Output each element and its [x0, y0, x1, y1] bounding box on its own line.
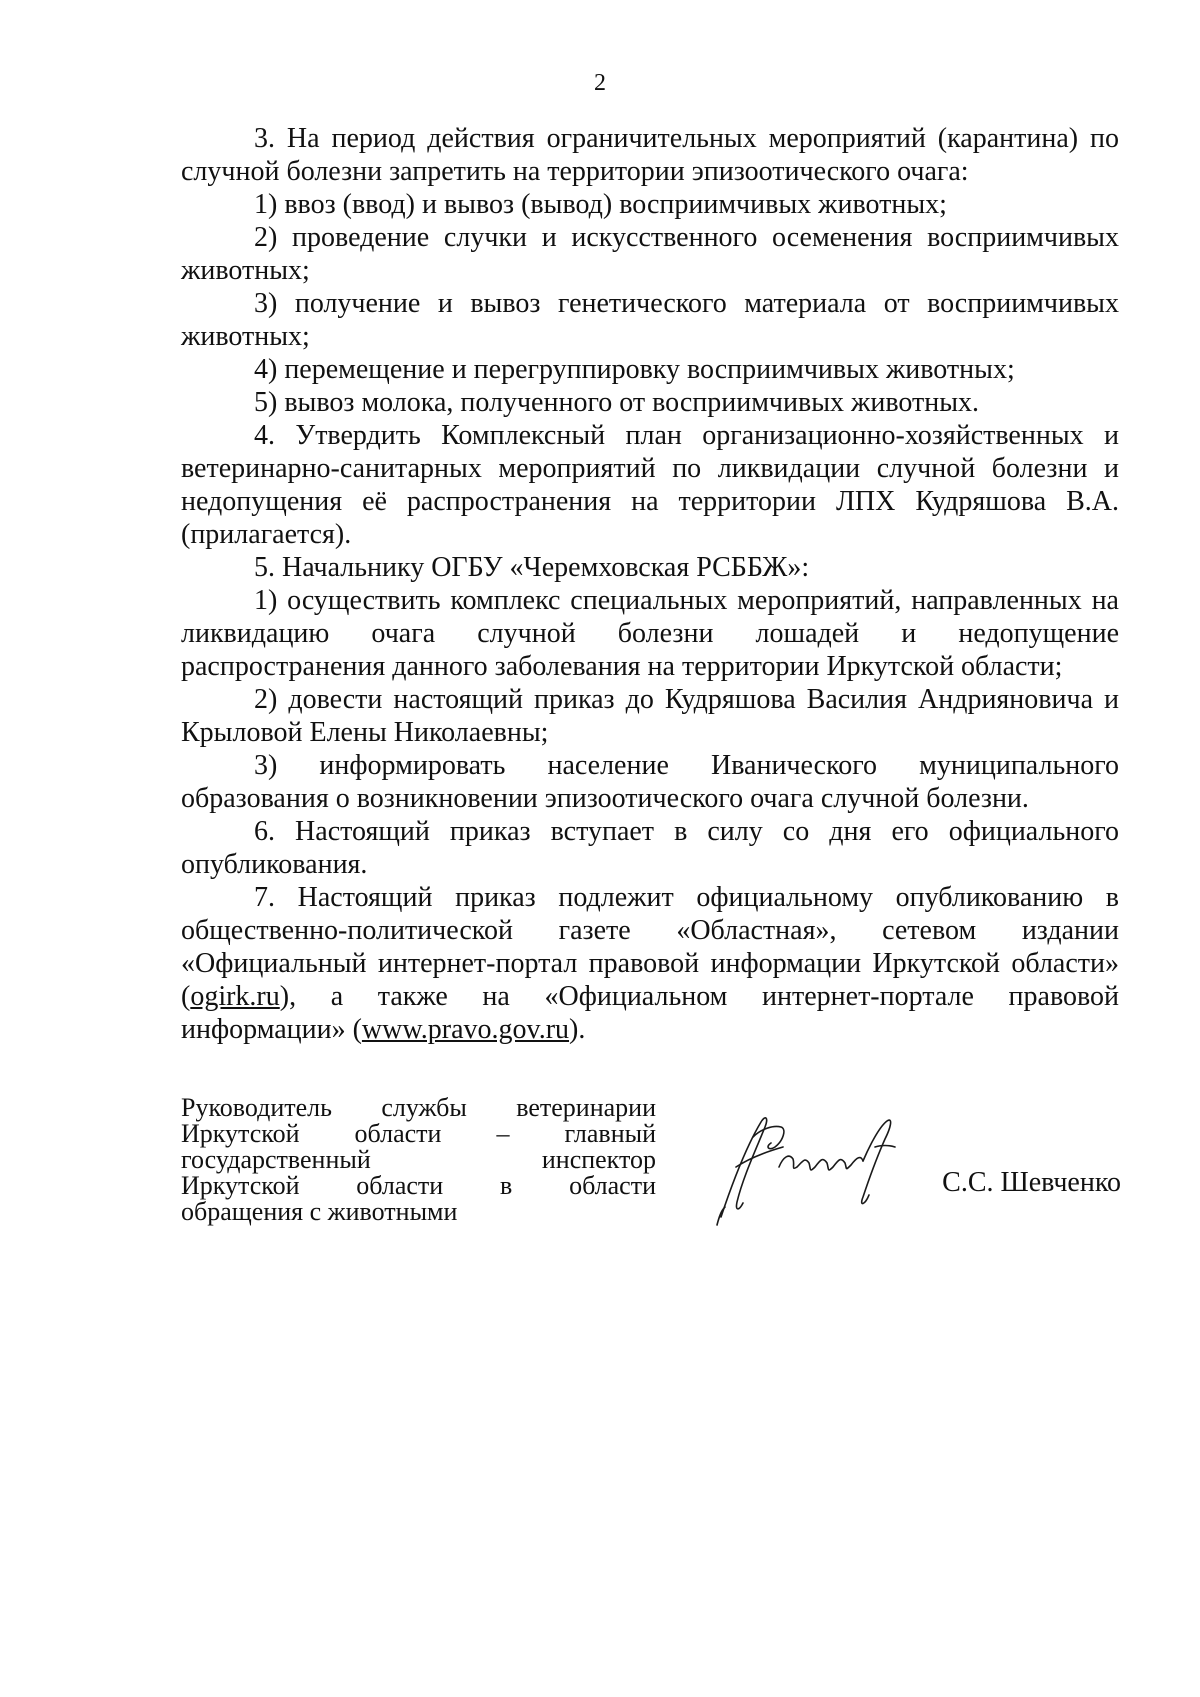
signatory-title-line: обращения с животными — [181, 1197, 458, 1226]
publication-text-1: 7. Настоящий приказ подлежит официальному опубликованию в общественно-политической газете «Областная», сетевом издании «Официальный интернет-портал правовой информации Иркутской области» ( — [181, 882, 1119, 1012]
list-item-3-4: 4) перемещение и перегруппировку восприимчивых животных; — [254, 354, 1015, 385]
signatory-title-line: Иркутской области в области — [181, 1171, 656, 1200]
paragraph-item-5: 5. Начальнику ОГБУ «Черемховская РСББЖ»: — [254, 552, 810, 583]
pravo-link[interactable]: www.pravo.gov.ru — [361, 1014, 570, 1045]
signatory-title-line: государственный инспектор — [181, 1145, 656, 1174]
paragraph-item-3: 3. На период действия ограничительных мероприятий (карантина) по случной болезни запретить на территории эпизоотического очага: — [181, 123, 1119, 187]
page-number: 2 — [594, 70, 606, 96]
list-item-3-2: 2) проведение случки и искусственного осеменения восприимчивых животных; — [181, 222, 1119, 286]
ogirk-link[interactable]: ogirk.ru — [190, 981, 280, 1012]
signatory-title-line: Иркутской области – главный — [181, 1119, 656, 1148]
publication-text-3: ). — [569, 1014, 586, 1045]
list-item-5-1: 1) осуществить комплекс специальных мероприятий, направленных на ликвидацию очага случной болезни лошадей и недопущение распространения данного заболевания на территории Иркутской области; — [181, 585, 1119, 682]
paragraph-item-6: 6. Настоящий приказ вступает в силу со дня его официального опубликования. — [181, 816, 1119, 880]
signature-block — [181, 1095, 1121, 1245]
signatory-title — [181, 1095, 656, 1225]
list-item-3-3: 3) получение и вывоз генетического материала от восприимчивых животных; — [181, 288, 1119, 352]
publication-text-2: ), а также на «Официальном интернет-портале правовой информации» ( — [181, 981, 1119, 1045]
signatory-title-line: Руководитель службы ветеринарии — [181, 1093, 656, 1122]
paragraph-item-4: 4. Утвердить Комплексный план организационно-хозяйственных и ветеринарно-санитарных мероприятий по ликвидации случной болезни и недопущения её распространения на территории ЛПХ Кудряшова В.А. (прилагается). — [181, 420, 1119, 550]
list-item-3-5: 5) вывоз молока, полученного от восприимчивых животных. — [254, 387, 980, 418]
handwritten-signature — [691, 1107, 941, 1227]
list-item-5-2: 2) довести настоящий приказ до Кудряшова Василия Андрияновича и Крыловой Елены Николаевны; — [181, 684, 1119, 748]
document-body — [181, 122, 1119, 1046]
list-item-5-3: 3) информировать население Иванического муниципального образования о возникновении эпизоотического очага случной болезни. — [181, 750, 1119, 814]
paragraph-item-7 — [181, 881, 1119, 1046]
signatory-name: С.С. Шевченко — [942, 1167, 1121, 1198]
list-item-3-1: 1) ввоз (ввод) и вывоз (вывод) восприимчивых животных; — [254, 189, 947, 220]
